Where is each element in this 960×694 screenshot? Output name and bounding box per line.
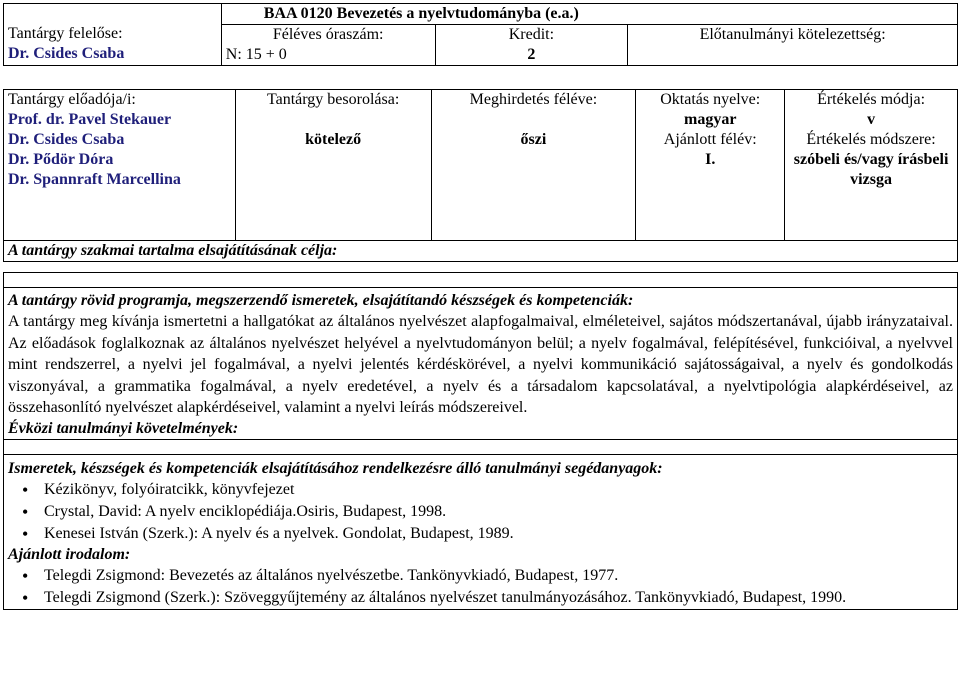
empty-row — [4, 273, 958, 288]
course-content-table — [3, 272, 958, 610]
classification-cell — [235, 90, 431, 241]
lecturer-name: Dr. Spannraft Marcellina — [8, 171, 181, 188]
materials-label: Ismeretek, készségek és kompetenciák elsajátításához rendelkezésre álló tanulmányi segédanyagok: — [8, 459, 663, 477]
program-text: A tantárgy meg kívánja ismertetni a hallgatókat az általános nyelvészet alapfogalmaival, elméleteivel, sajátos módszertanával, újabb irányzataival. Az előadások foglalkoznak az általános nyelvészet helyével a nyelvtudományon belül; a nyelv fogalmával, felépítésével, funkcióival, a nyelvvel mint rendszerrel, a nyelvi jel fogalmával, a nyelvi jelentés kérdéskörével, a nyelvi kommunikáció sajátosságaival, a nyelv és gondolkodás viszonyával, a grammatika fogalmával, a nyelv eredetével, a nyelv és a társadalom kapcsolatával, a nyelvtipológia alapkérdéseivel, az összehasonlító nyelvészet alapkérdéseivel, valamint a nyelvi leírás módszereivel. — [8, 313, 953, 416]
classification-value: kötelező — [305, 131, 362, 148]
eval-mode-label: Értékelés módja: — [817, 91, 926, 108]
responsible-cell — [4, 4, 222, 66]
lecturers-label: Tantárgy előadója/i: — [8, 91, 136, 108]
materials-list — [8, 479, 953, 545]
credit-label: Kredit: — [508, 26, 555, 43]
materials-cell — [4, 454, 958, 609]
course-info-table — [3, 89, 958, 262]
evaluation-cell — [785, 90, 958, 241]
hours-label: Féléves óraszám: — [272, 26, 384, 43]
language-value: magyar — [684, 111, 737, 128]
prereq-cell — [628, 25, 958, 66]
list-item: • Telegdi Zsigmond (Szerk.): Szöveggyűjtemény az általános nyelvészet tanulmányozásához. Tankönyvkiadó, Budapest, 1990. — [44, 587, 953, 609]
hours-cell — [221, 25, 435, 66]
eval-method-value: szóbeli és/vagy írásbeli vizsga — [793, 151, 949, 188]
literature-label: Ajánlott irodalom: — [8, 545, 131, 563]
semester-value: őszi — [520, 131, 547, 148]
lecturer-name: Prof. dr. Pavel Stekauer — [8, 111, 172, 128]
language-cell — [636, 90, 785, 241]
semester-cell — [431, 90, 636, 241]
recommended-label: Ajánlott félév: — [663, 131, 757, 148]
hours-value: N: 15 + 0 — [225, 46, 287, 63]
course-header-table — [3, 3, 958, 66]
classification-label: Tantárgy besorolása: — [266, 91, 400, 108]
lecturers-cell — [4, 90, 236, 241]
list-item: • Kézikönyv, folyóiratcikk, könyvfejezet — [44, 479, 953, 501]
course-title: BAA 0120 Bevezetés a nyelvtudományba (e.a.) — [221, 4, 957, 25]
responsible-label: Tantárgy felelőse: — [8, 25, 123, 42]
program-label: A tantárgy rövid programja, megszerzendő ismeretek, elsajátítandó készségek és kompetenciák: — [8, 292, 634, 309]
eval-mode-value: v — [867, 111, 876, 128]
eval-method-label: Értékelés módszere: — [806, 131, 936, 148]
credit-cell — [435, 25, 628, 66]
goal-label: A tantárgy szakmai tartalma elsajátításának célja: — [4, 241, 958, 262]
lecturer-name: Dr. Csides Csaba — [8, 131, 125, 148]
lecturer-name: Dr. Pődör Dóra — [8, 151, 114, 168]
list-item: • Telegdi Zsigmond: Bevezetés az általános nyelvészetbe. Tankönyvkiadó, Budapest, 1977. — [44, 565, 953, 587]
semester-label: Meghirdetés féléve: — [469, 91, 598, 108]
program-cell — [4, 288, 958, 440]
credit-value: 2 — [527, 46, 536, 63]
prereq-label: Előtanulmányi kötelezettség: — [699, 26, 886, 43]
requirements-label: Évközi tanulmányi követelmények: — [8, 419, 239, 437]
language-label: Oktatás nyelve: — [660, 91, 761, 108]
empty-row — [4, 439, 958, 454]
responsible-name: Dr. Csides Csaba — [8, 45, 125, 62]
list-item: • Crystal, David: A nyelv enciklopédiája.Osiris, Budapest, 1998. — [44, 501, 953, 523]
literature-list — [8, 565, 953, 609]
list-item: • Kenesei István (Szerk.): A nyelv és a nyelvek. Gondolat, Budapest, 1989. — [44, 523, 953, 545]
recommended-value: I. — [705, 151, 716, 168]
